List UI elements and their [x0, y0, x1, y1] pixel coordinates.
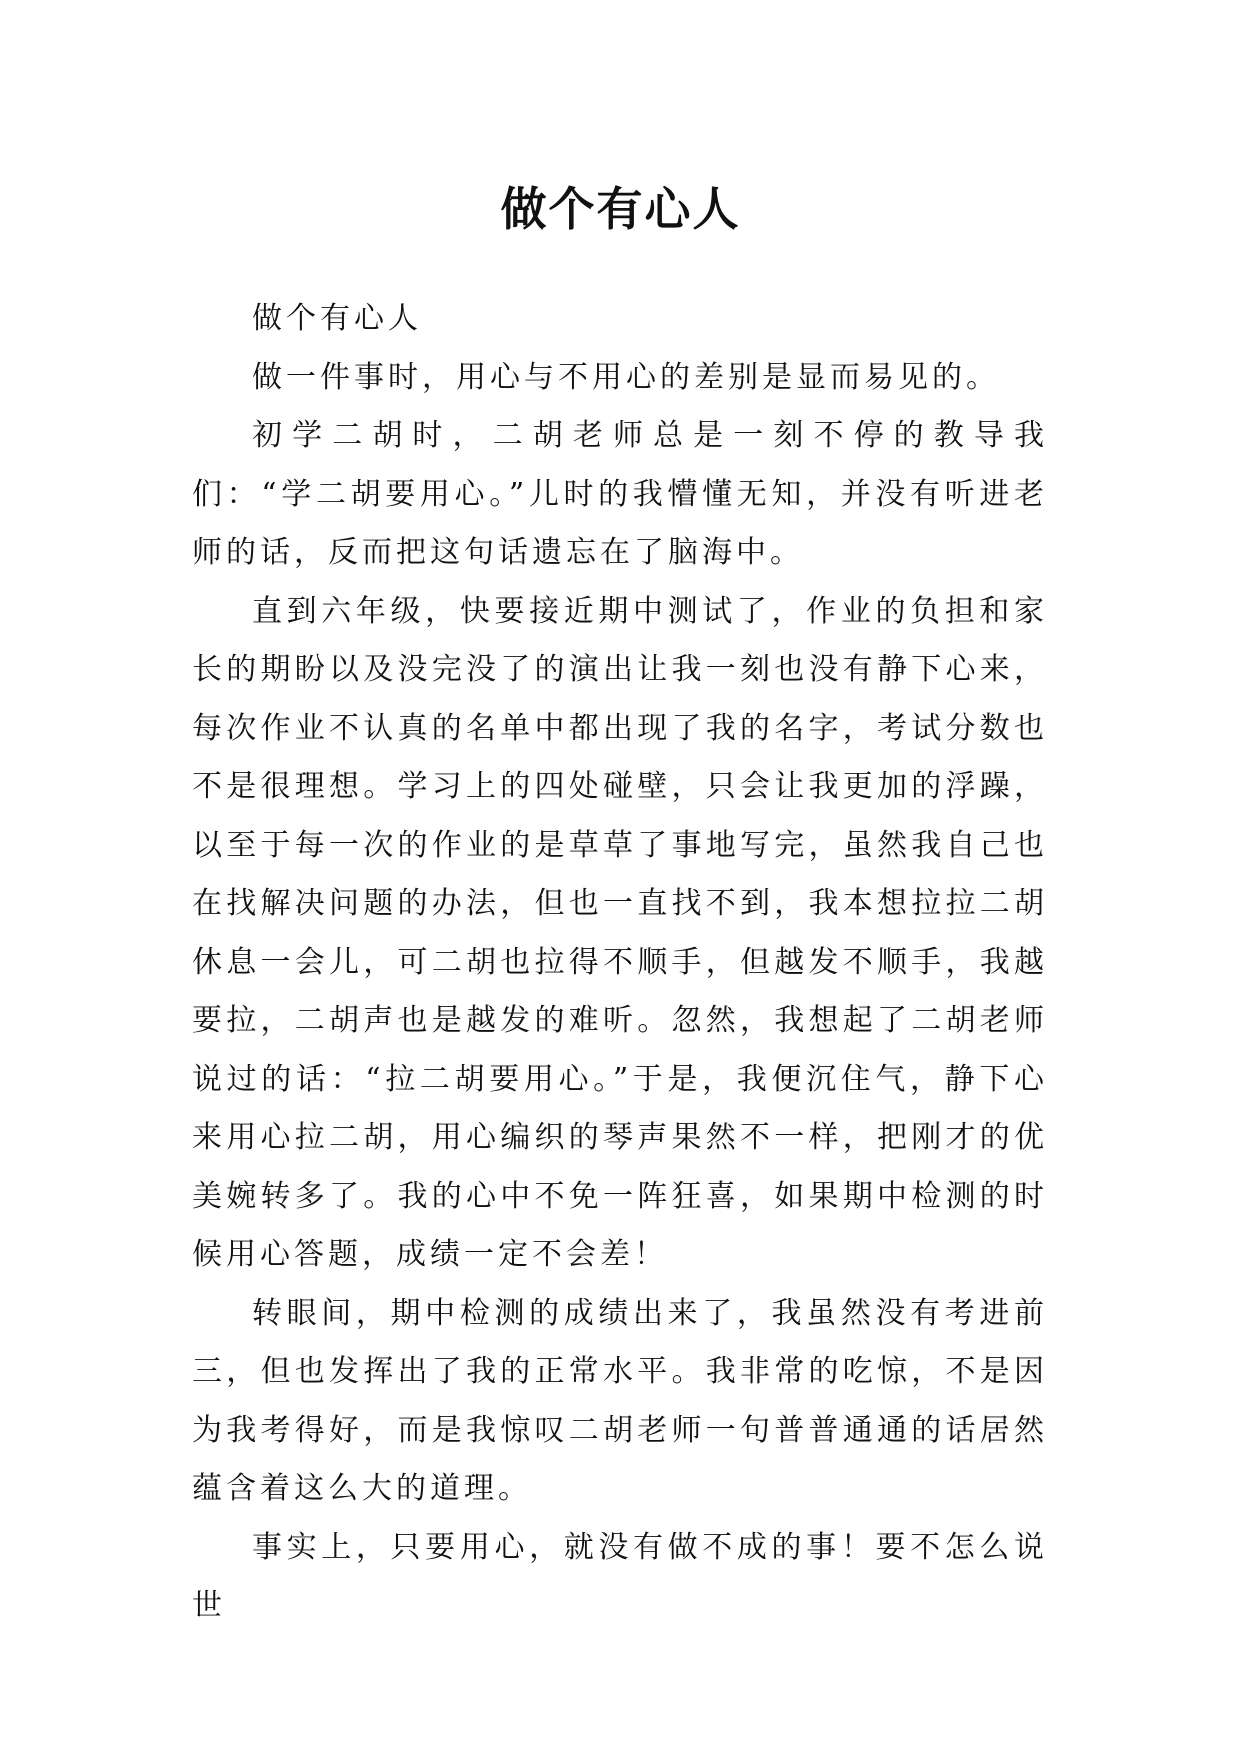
paragraph: 转眼间，期中检测的成绩出来了，我虽然没有考进前三，但也发挥出了我的正常水平。我非常的吃惊，不是因为我考得好，而是我惊叹二胡老师一句普普通通的话居然蕴含着这么大的道理。 [192, 1295, 1048, 1506]
document-title: 做个有心人 [500, 181, 741, 236]
paragraph: 事实上，只要用心，就没有做不成的事！要不怎么说世 [192, 1529, 1048, 1623]
paragraph-subtitle: 做个有心人 [252, 301, 422, 336]
paragraph: 做一件事时，用心与不用心的差别是显而易见的。 [252, 359, 1000, 395]
paragraph: 初学二胡时，二胡老师总是一刻不停的教导我们：“学二胡要用心。”儿时的我懵懂无知，并没有听进老师的话，反而把这句话遗忘在了脑海中。 [192, 418, 1048, 570]
document-body [192, 290, 1048, 1636]
paragraph: 直到六年级，快要接近期中测试了，作业的负担和家长的期盼以及没完没了的演出让我一刻也没有静下心来，每次作业不认真的名单中都出现了我的名字，考试分数也不是很理想。学习上的四处碰壁，只会让我更加的浮躁，以至于每一次的作业的是草草了事地写完，虽然我自己也在找解决问题的办法，但也一直找不到，我本想拉拉二胡休息一会儿，可二胡也拉得不顺手，但越发不顺手，我越要拉，二胡声也是越发的难听。忽然，我想起了二胡老师说过的话：“拉二胡要用心。”于是，我便沉住气，静下心来用心拉二胡，用心编织的琴声果然不一样，把刚才的优美婉转多了。我的心中不免一阵狂喜，如果期中检测的时候用心答题，成绩一定不会差！ [192, 593, 1048, 1272]
